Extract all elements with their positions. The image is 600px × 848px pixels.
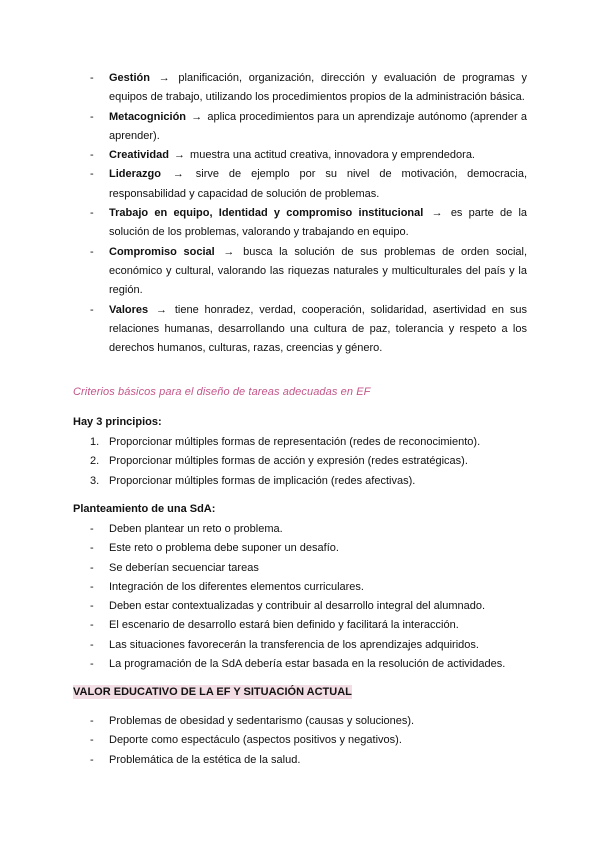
bullet: - [90,734,94,747]
bullet: - [90,638,94,651]
description: planificación, organización, dirección y evaluación de programas y equipos de trabajo, utilizando los procedimientos propios de la administración básica. [109,72,527,104]
term: Liderazgo [109,168,161,181]
arrow: → [158,72,170,84]
list-text: Deben estar contextualizadas y contribuir al desarrollo integral del alumnado. [109,600,486,613]
list-item [0,472,600,491]
arrow: → [191,110,203,123]
list-text: Las situaciones favorecerán la transferencia de los aprendizajes adquiridos. [109,638,479,651]
list-item [0,520,600,539]
description: muestra una actitud creativa, innovadora y emprendedora. [190,149,475,162]
arrow: → [223,245,235,258]
description: aplica procedimientos para un aprendizaje autónomo (aprender a aprender). [109,110,527,142]
list-item [0,146,600,165]
description: busca la solución de sus problemas de orden social, económico y cultural, valorando las riquezas naturales y multiculturales del país y la región. [109,245,528,297]
term: Valores [109,303,149,316]
bullet: - [90,303,94,316]
principles-list [0,433,600,491]
description: es parte de la solución de los problemas, valorando y trabajando en equipo. [109,207,528,239]
list-item [0,539,600,558]
list-item [0,578,600,597]
list-text: Problemática de la estética de la salud. [109,753,301,766]
list-item [0,655,600,674]
term: Metacognición [109,110,187,123]
sda-heading: Planteamiento de una SdA: [73,503,216,515]
principles-heading: Hay 3 principios: [73,416,162,428]
list-item [0,616,600,635]
list-item [0,731,600,750]
bullet: - [90,542,94,555]
list-text: Problemas de obesidad y sedentarismo (causas y soluciones). [109,715,415,727]
bullet: - [90,715,94,727]
section-title [73,686,352,698]
list-item [0,165,600,204]
list-number: 1. [90,436,100,448]
bullet: - [90,523,94,535]
list-item [0,559,600,578]
list-text: El escenario de desarrollo estará bien definido y facilitará la interacción. [109,619,459,632]
term: Trabajo en equipo, Identidad y compromiso institucional [109,207,424,220]
list-text: Este reto o problema debe suponer un desafío. [109,542,339,555]
bullet: - [90,207,94,220]
section-title-text: VALOR EDUCATIVO DE LA EF Y SITUACIÓN ACTUAL [73,686,352,698]
list-item [0,108,600,147]
list-text: Proporcionar múltiples formas de implicación (redes afectivas). [109,474,416,487]
list-text: Deporte como espectáculo (aspectos positivos y negativos). [109,734,402,747]
list-item [0,69,600,108]
bullet: - [90,753,94,766]
arrow: → [173,149,185,162]
section-subtitle: Criterios básicos para el diseño de tareas adecuadas en EF [73,386,371,398]
list-item [0,243,600,301]
list-item [0,712,600,731]
bullet: - [90,149,94,162]
term: Compromiso social [109,245,215,258]
list-item [0,433,600,452]
list-item [0,204,600,243]
bullet: - [90,168,94,181]
section-list [0,712,600,770]
criteria-list [0,69,600,358]
list-item [0,751,600,770]
description: tiene honradez, verdad, cooperación, solidaridad, asertividad en sus relaciones humanas, desarrollando una cultura de paz, tolerancia y respeto a los derechos humanos, culturas, razas, creencias y género. [109,303,527,355]
list-item [0,597,600,616]
list-text: Se deberían secuenciar tareas [109,561,259,574]
list-number: 2. [90,455,100,468]
list-number: 3. [90,474,100,487]
bullet: - [90,658,94,671]
list-item [0,452,600,471]
bullet: - [90,110,94,123]
list-text: Proporcionar múltiples formas de representación (redes de reconocimiento). [109,436,481,448]
list-text: La programación de la SdA debería estar basada en la resolución de actividades. [109,658,506,671]
bullet: - [90,245,94,258]
list-text: Proporcionar múltiples formas de acción y expresión (redes estratégicas). [109,455,468,468]
bullet: - [90,619,94,632]
description: sirve de ejemplo por su nivel de motivación, democracia, responsabilidad y capacidad de solución de problemas. [109,168,528,200]
arrow: → [431,207,443,220]
term: Gestión [109,72,150,84]
arrow: → [155,303,167,316]
list-item [0,301,600,359]
bullet: - [90,561,94,574]
list-text: Integración de los diferentes elementos curriculares. [109,580,364,593]
arrow: → [172,168,184,181]
sda-list [0,520,600,674]
bullet: - [90,72,94,84]
list-text: Deben plantear un reto o problema. [109,523,283,535]
bullet: - [90,580,94,593]
bullet: - [90,600,94,613]
term: Creatividad [109,149,169,162]
list-item [0,636,600,655]
